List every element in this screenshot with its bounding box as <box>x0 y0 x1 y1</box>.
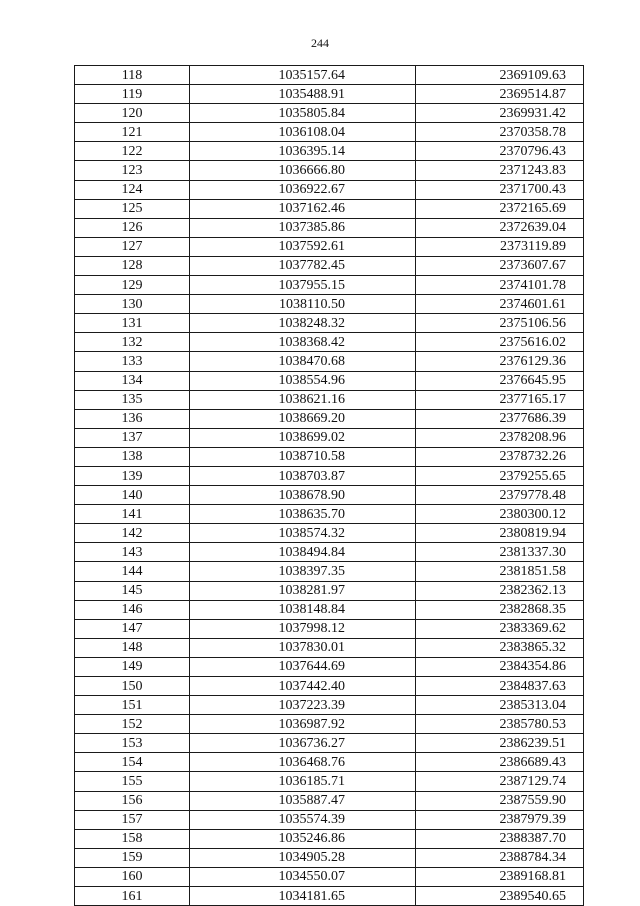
page-number: 244 <box>311 36 329 50</box>
point-number-cell: 146 <box>75 600 190 619</box>
point-number-cell: 158 <box>75 829 190 848</box>
x-coordinate-cell: 1036666.80 <box>190 161 416 180</box>
point-number-cell: 119 <box>75 85 190 104</box>
table-row <box>75 142 584 161</box>
table-row <box>75 734 584 753</box>
point-number-cell: 120 <box>75 104 190 123</box>
x-coordinate-cell: 1038621.16 <box>190 390 416 409</box>
table-row <box>75 486 584 505</box>
point-number-cell: 151 <box>75 696 190 715</box>
table-row <box>75 715 584 734</box>
point-number-cell: 122 <box>75 142 190 161</box>
table-row <box>75 524 584 543</box>
x-coordinate-cell: 1038699.02 <box>190 428 416 447</box>
y-coordinate-cell: 2378208.96 <box>416 428 584 447</box>
x-coordinate-cell: 1035488.91 <box>190 85 416 104</box>
y-coordinate-cell: 2387559.90 <box>416 791 584 810</box>
x-coordinate-cell: 1038710.58 <box>190 447 416 466</box>
table-row <box>75 256 584 275</box>
x-coordinate-cell: 1036108.04 <box>190 123 416 142</box>
coordinates-table <box>74 65 584 906</box>
y-coordinate-cell: 2376645.95 <box>416 371 584 390</box>
x-coordinate-cell: 1037442.40 <box>190 677 416 696</box>
table-row <box>75 581 584 600</box>
point-number-cell: 129 <box>75 276 190 295</box>
x-coordinate-cell: 1037998.12 <box>190 619 416 638</box>
y-coordinate-cell: 2381851.58 <box>416 562 584 581</box>
y-coordinate-cell: 2369931.42 <box>416 104 584 123</box>
x-coordinate-cell: 1038281.97 <box>190 581 416 600</box>
point-number-cell: 154 <box>75 753 190 772</box>
y-coordinate-cell: 2374101.78 <box>416 276 584 295</box>
point-number-cell: 140 <box>75 486 190 505</box>
x-coordinate-cell: 1038678.90 <box>190 486 416 505</box>
table-row <box>75 657 584 676</box>
table-row <box>75 887 584 906</box>
table-row <box>75 791 584 810</box>
y-coordinate-cell: 2388387.70 <box>416 829 584 848</box>
y-coordinate-cell: 2372639.04 <box>416 218 584 237</box>
x-coordinate-cell: 1038470.68 <box>190 352 416 371</box>
x-coordinate-cell: 1037955.15 <box>190 276 416 295</box>
x-coordinate-cell: 1038494.84 <box>190 543 416 562</box>
table-row <box>75 447 584 466</box>
y-coordinate-cell: 2389168.81 <box>416 867 584 886</box>
y-coordinate-cell: 2385780.53 <box>416 715 584 734</box>
y-coordinate-cell: 2380819.94 <box>416 524 584 543</box>
table-row <box>75 677 584 696</box>
table-row <box>75 295 584 314</box>
table-row <box>75 810 584 829</box>
point-number-cell: 137 <box>75 428 190 447</box>
y-coordinate-cell: 2376129.36 <box>416 352 584 371</box>
y-coordinate-cell: 2373607.67 <box>416 256 584 275</box>
point-number-cell: 157 <box>75 810 190 829</box>
coordinates-table-body <box>75 66 584 906</box>
x-coordinate-cell: 1038635.70 <box>190 505 416 524</box>
table-row <box>75 409 584 428</box>
point-number-cell: 130 <box>75 295 190 314</box>
y-coordinate-cell: 2370796.43 <box>416 142 584 161</box>
table-row <box>75 66 584 85</box>
x-coordinate-cell: 1036987.92 <box>190 715 416 734</box>
table-row <box>75 848 584 867</box>
point-number-cell: 144 <box>75 562 190 581</box>
x-coordinate-cell: 1038110.50 <box>190 295 416 314</box>
x-coordinate-cell: 1038368.42 <box>190 333 416 352</box>
y-coordinate-cell: 2384354.86 <box>416 657 584 676</box>
x-coordinate-cell: 1034905.28 <box>190 848 416 867</box>
table-row <box>75 199 584 218</box>
table-row <box>75 276 584 295</box>
x-coordinate-cell: 1034550.07 <box>190 867 416 886</box>
table-row <box>75 161 584 180</box>
y-coordinate-cell: 2384837.63 <box>416 677 584 696</box>
x-coordinate-cell: 1037644.69 <box>190 657 416 676</box>
x-coordinate-cell: 1038148.84 <box>190 600 416 619</box>
table-row <box>75 237 584 256</box>
y-coordinate-cell: 2387129.74 <box>416 772 584 791</box>
point-number-cell: 134 <box>75 371 190 390</box>
point-number-cell: 145 <box>75 581 190 600</box>
point-number-cell: 132 <box>75 333 190 352</box>
point-number-cell: 142 <box>75 524 190 543</box>
x-coordinate-cell: 1038703.87 <box>190 466 416 485</box>
table-row <box>75 352 584 371</box>
point-number-cell: 125 <box>75 199 190 218</box>
point-number-cell: 149 <box>75 657 190 676</box>
table-row <box>75 772 584 791</box>
table-row <box>75 390 584 409</box>
table-row <box>75 333 584 352</box>
point-number-cell: 124 <box>75 180 190 199</box>
x-coordinate-cell: 1038574.32 <box>190 524 416 543</box>
point-number-cell: 156 <box>75 791 190 810</box>
point-number-cell: 136 <box>75 409 190 428</box>
y-coordinate-cell: 2389540.65 <box>416 887 584 906</box>
table-row <box>75 562 584 581</box>
point-number-cell: 126 <box>75 218 190 237</box>
y-coordinate-cell: 2382362.13 <box>416 581 584 600</box>
table-row <box>75 867 584 886</box>
y-coordinate-cell: 2381337.30 <box>416 543 584 562</box>
point-number-cell: 150 <box>75 677 190 696</box>
y-coordinate-cell: 2370358.78 <box>416 123 584 142</box>
x-coordinate-cell: 1036736.27 <box>190 734 416 753</box>
y-coordinate-cell: 2383865.32 <box>416 638 584 657</box>
table-row <box>75 314 584 333</box>
point-number-cell: 143 <box>75 543 190 562</box>
table-row <box>75 123 584 142</box>
x-coordinate-cell: 1035887.47 <box>190 791 416 810</box>
point-number-cell: 155 <box>75 772 190 791</box>
point-number-cell: 133 <box>75 352 190 371</box>
x-coordinate-cell: 1037782.45 <box>190 256 416 275</box>
y-coordinate-cell: 2378732.26 <box>416 447 584 466</box>
x-coordinate-cell: 1038248.32 <box>190 314 416 333</box>
x-coordinate-cell: 1038669.20 <box>190 409 416 428</box>
table-row <box>75 638 584 657</box>
y-coordinate-cell: 2386689.43 <box>416 753 584 772</box>
table-row <box>75 753 584 772</box>
y-coordinate-cell: 2385313.04 <box>416 696 584 715</box>
table-row <box>75 696 584 715</box>
table-row <box>75 619 584 638</box>
y-coordinate-cell: 2372165.69 <box>416 199 584 218</box>
y-coordinate-cell: 2379255.65 <box>416 466 584 485</box>
table-row <box>75 180 584 199</box>
x-coordinate-cell: 1035246.86 <box>190 829 416 848</box>
y-coordinate-cell: 2375106.56 <box>416 314 584 333</box>
x-coordinate-cell: 1035157.64 <box>190 66 416 85</box>
y-coordinate-cell: 2380300.12 <box>416 505 584 524</box>
point-number-cell: 153 <box>75 734 190 753</box>
x-coordinate-cell: 1037385.86 <box>190 218 416 237</box>
point-number-cell: 148 <box>75 638 190 657</box>
x-coordinate-cell: 1036468.76 <box>190 753 416 772</box>
point-number-cell: 161 <box>75 887 190 906</box>
point-number-cell: 138 <box>75 447 190 466</box>
y-coordinate-cell: 2375616.02 <box>416 333 584 352</box>
point-number-cell: 123 <box>75 161 190 180</box>
table-row <box>75 600 584 619</box>
point-number-cell: 131 <box>75 314 190 333</box>
table-row <box>75 466 584 485</box>
point-number-cell: 135 <box>75 390 190 409</box>
point-number-cell: 118 <box>75 66 190 85</box>
x-coordinate-cell: 1038397.35 <box>190 562 416 581</box>
y-coordinate-cell: 2371700.43 <box>416 180 584 199</box>
table-row <box>75 829 584 848</box>
point-number-cell: 139 <box>75 466 190 485</box>
point-number-cell: 147 <box>75 619 190 638</box>
x-coordinate-cell: 1035805.84 <box>190 104 416 123</box>
point-number-cell: 121 <box>75 123 190 142</box>
x-coordinate-cell: 1036185.71 <box>190 772 416 791</box>
x-coordinate-cell: 1036922.67 <box>190 180 416 199</box>
y-coordinate-cell: 2387979.39 <box>416 810 584 829</box>
table-row <box>75 428 584 447</box>
point-number-cell: 159 <box>75 848 190 867</box>
y-coordinate-cell: 2369514.87 <box>416 85 584 104</box>
table-row <box>75 104 584 123</box>
point-number-cell: 141 <box>75 505 190 524</box>
table-row <box>75 543 584 562</box>
table-row <box>75 371 584 390</box>
x-coordinate-cell: 1036395.14 <box>190 142 416 161</box>
y-coordinate-cell: 2369109.63 <box>416 66 584 85</box>
y-coordinate-cell: 2379778.48 <box>416 486 584 505</box>
y-coordinate-cell: 2373119.89 <box>416 237 584 256</box>
y-coordinate-cell: 2386239.51 <box>416 734 584 753</box>
y-coordinate-cell: 2377686.39 <box>416 409 584 428</box>
x-coordinate-cell: 1037592.61 <box>190 237 416 256</box>
y-coordinate-cell: 2388784.34 <box>416 848 584 867</box>
x-coordinate-cell: 1037830.01 <box>190 638 416 657</box>
point-number-cell: 127 <box>75 237 190 256</box>
x-coordinate-cell: 1037223.39 <box>190 696 416 715</box>
y-coordinate-cell: 2382868.35 <box>416 600 584 619</box>
table-row <box>75 218 584 237</box>
y-coordinate-cell: 2383369.62 <box>416 619 584 638</box>
x-coordinate-cell: 1034181.65 <box>190 887 416 906</box>
table-row <box>75 505 584 524</box>
point-number-cell: 152 <box>75 715 190 734</box>
point-number-cell: 160 <box>75 867 190 886</box>
y-coordinate-cell: 2377165.17 <box>416 390 584 409</box>
y-coordinate-cell: 2371243.83 <box>416 161 584 180</box>
point-number-cell: 128 <box>75 256 190 275</box>
x-coordinate-cell: 1037162.46 <box>190 199 416 218</box>
x-coordinate-cell: 1035574.39 <box>190 810 416 829</box>
x-coordinate-cell: 1038554.96 <box>190 371 416 390</box>
table-row <box>75 85 584 104</box>
y-coordinate-cell: 2374601.61 <box>416 295 584 314</box>
